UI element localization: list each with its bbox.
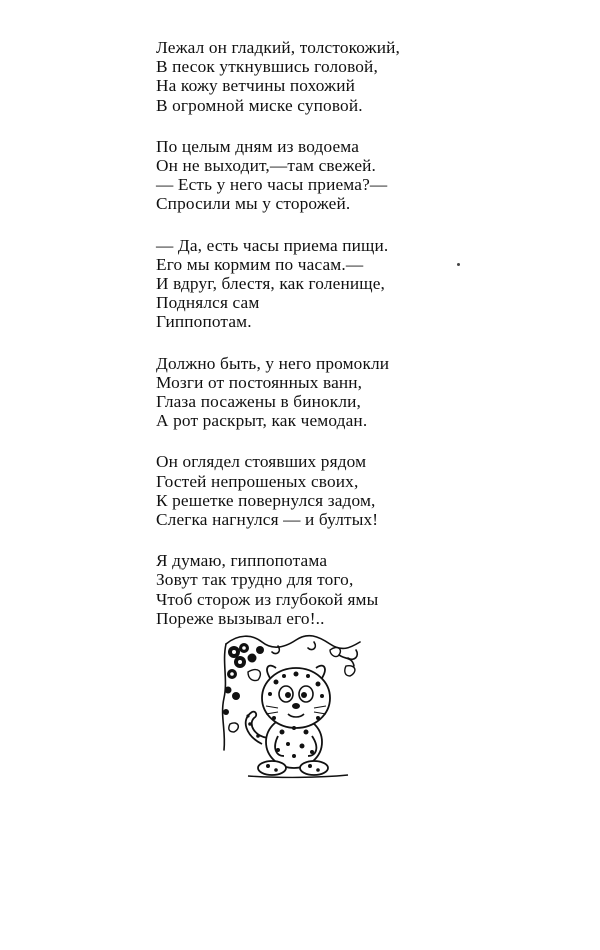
stanza-3 [156,236,556,332]
poem-line: Зовут так трудно для того, [156,570,354,590]
poem-line: Лежал он гладкий, толстокожий, [156,38,400,57]
poem-line: К решетке повернулся задом, [156,490,376,510]
stanza-6 [156,551,556,628]
poem-line: Я думаю, гиппопотама [156,551,328,571]
poem-line: Глаза посажены в бинокли, [156,392,361,412]
poem-line: — Есть у него часы приема?— [156,175,388,195]
poem-line: И вдруг, блестя, как голенище, [156,274,386,294]
stanza-5 [156,452,556,529]
stanza-2 [156,137,556,214]
poem-line: Он оглядел стоявших рядом [156,452,367,472]
stanza-1 [156,38,556,115]
poem-line: Чтоб сторож из глубокой ямы [156,589,379,609]
stanza-4 [156,354,556,431]
poem-line: Гиппопотам. [156,312,252,332]
poem-line: Мозги от постоянных ванн, [156,372,363,392]
poem-line: На кожу ветчины похожий [156,76,356,96]
poem-line: По целым дням из водоема [156,136,360,156]
leopard-cub-vignette-icon [218,632,368,782]
poem-line: В песок уткнувшись головой, [156,57,378,77]
poem-line: В огромной миске суповой. [156,95,363,115]
print-speck [457,263,460,266]
poem-line: Поднялся сам [156,293,260,313]
poem [156,38,556,650]
poem-line: Гостей непрошеных своих, [156,471,359,491]
poem-line: Слегка нагнулся — и бултых! [156,510,379,530]
poem-line: — Да, есть часы приема пищи. [156,235,389,255]
poem-line: Должно быть, у него промокли [156,353,390,373]
poem-line: Он не выходит,—там свежей. [156,156,377,176]
poem-line: А рот раскрыт, как чемодан. [156,411,368,431]
poem-line: Его мы кормим по часам.— [156,254,364,274]
poem-line: Пореже вызывал его!.. [156,608,325,628]
poem-line: Спросили мы у сторожей. [156,194,351,214]
